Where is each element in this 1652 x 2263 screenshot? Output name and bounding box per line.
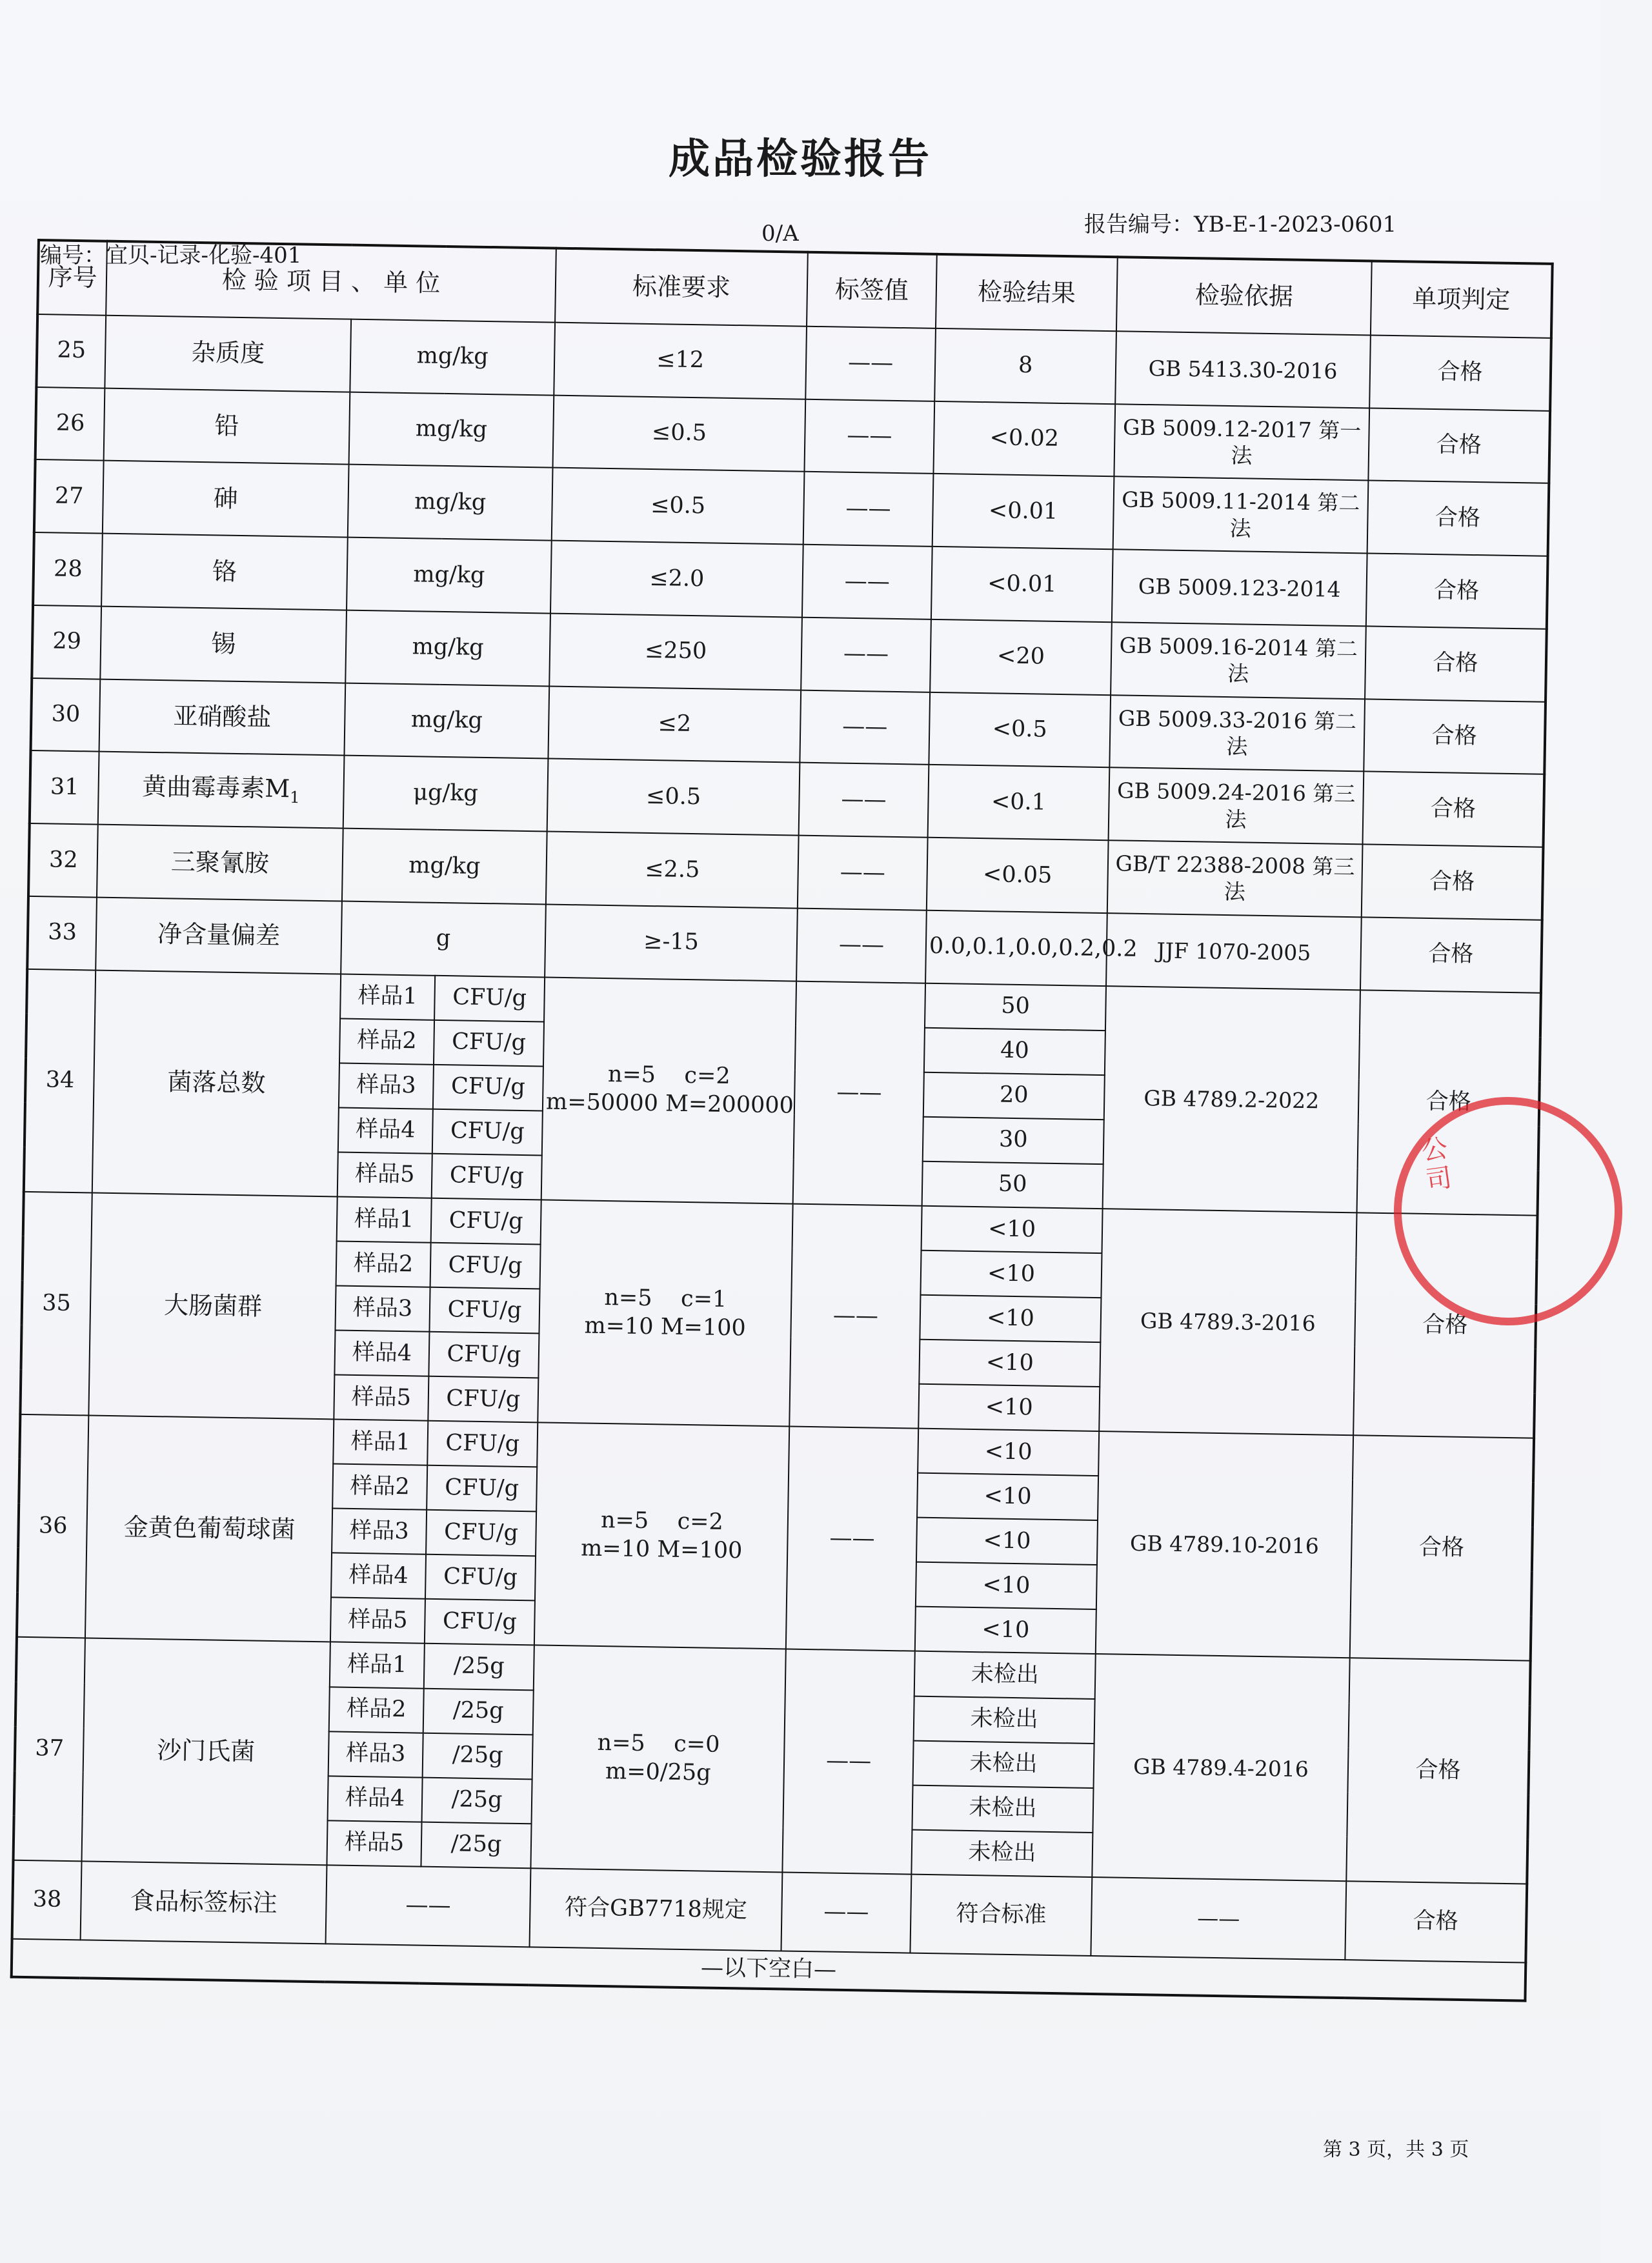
revision-code: 0/A bbox=[761, 221, 799, 246]
sample-unit-cell: CFU/g bbox=[432, 1109, 543, 1156]
result-cell: <10 bbox=[918, 1429, 1099, 1476]
sample-label-cell: 样品3 bbox=[328, 1731, 423, 1777]
basis-cell: GB 5009.33-2016 第二法 bbox=[1109, 695, 1365, 772]
sample-unit-cell: CFU/g bbox=[431, 1198, 541, 1245]
result-cell: <10 bbox=[917, 1473, 1098, 1520]
basis-cell: JJF 1070-2005 bbox=[1106, 913, 1362, 990]
unit-cell: mg/kg bbox=[344, 683, 549, 759]
basis-cell: GB/T 22388-2008 第三法 bbox=[1107, 840, 1363, 917]
header-label-value: 标签值 bbox=[807, 252, 937, 328]
result-cell: <10 bbox=[916, 1562, 1097, 1609]
sample-unit-cell: CFU/g bbox=[428, 1332, 539, 1378]
standard-cell: ≥-15 bbox=[545, 904, 798, 981]
standard-cell bbox=[541, 977, 796, 1203]
unit-cell: mg/kg bbox=[345, 610, 550, 686]
label-value-cell: —— bbox=[801, 617, 931, 692]
unit-cell: mg/kg bbox=[349, 392, 554, 468]
basis-cell: —— bbox=[1091, 1877, 1346, 1960]
item-name: 锡 bbox=[210, 629, 236, 659]
seq-cell: 34 bbox=[24, 969, 96, 1192]
result-cell: 50 bbox=[925, 983, 1106, 1030]
standard-cell: 符合GB7718规定 bbox=[530, 1868, 783, 1951]
sample-label-cell: 样品2 bbox=[332, 1464, 427, 1510]
item-name-cell bbox=[105, 315, 351, 392]
standard-cell: ≤2 bbox=[548, 686, 801, 763]
result-cell: 未检出 bbox=[914, 1651, 1096, 1698]
result-cell: 30 bbox=[923, 1116, 1104, 1163]
item-name: 亚硝酸盐 bbox=[173, 701, 272, 732]
page-number: 第 3 页，共 3 页 bbox=[1323, 2138, 1469, 2161]
standard-line: m=50000 M=200000 bbox=[545, 1089, 794, 1119]
sample-label-cell: 样品1 bbox=[330, 1642, 425, 1688]
company-seal-text: 公司 bbox=[1415, 1134, 1454, 1197]
standard-cell: ≤0.5 bbox=[552, 468, 805, 545]
unit-cell: mg/kg bbox=[348, 465, 553, 541]
sample-label-cell: 样品2 bbox=[339, 1018, 434, 1064]
result-cell: <10 bbox=[915, 1607, 1096, 1654]
label-value-cell: —— bbox=[782, 1649, 914, 1874]
result-cell: <10 bbox=[916, 1518, 1098, 1565]
label-value-cell: —— bbox=[799, 763, 929, 838]
item-name: 杂质度 bbox=[190, 338, 265, 368]
judgement-cell: 合格 bbox=[1366, 553, 1548, 629]
basis-cell: GB 5413.30-2016 bbox=[1115, 331, 1371, 408]
unit-cell: mg/kg bbox=[342, 829, 547, 905]
result-cell: 未检出 bbox=[913, 1740, 1094, 1787]
judgement-cell: 合格 bbox=[1368, 408, 1550, 483]
sample-label-cell: 样品4 bbox=[331, 1553, 426, 1599]
seq-cell: 25 bbox=[36, 314, 106, 388]
result-cell: 符合标准 bbox=[910, 1874, 1092, 1955]
result-cell: 40 bbox=[924, 1027, 1105, 1074]
sample-unit-cell: /25g bbox=[422, 1777, 532, 1824]
inspection-table bbox=[10, 239, 1554, 2002]
standard-line: m=10 M=100 bbox=[584, 1313, 747, 1341]
item-name-cell bbox=[96, 897, 342, 974]
standard-cell: ≤12 bbox=[554, 322, 807, 399]
item-name-cell: 金黄色葡萄球菌 bbox=[85, 1416, 334, 1642]
seq-cell: 35 bbox=[20, 1192, 92, 1416]
result-cell: <10 bbox=[918, 1384, 1100, 1431]
report-number: 报告编号：YB-E-1-2023-0601 bbox=[1084, 212, 1397, 237]
result-cell: 未检出 bbox=[912, 1785, 1093, 1832]
judgement-cell: 合格 bbox=[1362, 844, 1544, 920]
label-value-cell: —— bbox=[786, 1427, 918, 1651]
seq-cell: 31 bbox=[30, 750, 99, 824]
basis-cell: GB 5009.11-2014 第二法 bbox=[1113, 477, 1369, 554]
standard-cell: ≤0.5 bbox=[553, 395, 806, 472]
seq-cell: 32 bbox=[28, 823, 98, 897]
sample-label-cell: 样品3 bbox=[339, 1063, 434, 1109]
result-cell: 8 bbox=[934, 328, 1116, 404]
sample-label-cell: 样品2 bbox=[336, 1241, 431, 1287]
item-name-cell bbox=[98, 752, 345, 829]
result-cell: <10 bbox=[922, 1206, 1103, 1253]
seq-cell: 28 bbox=[33, 532, 103, 606]
unit-cell: mg/kg bbox=[347, 538, 552, 614]
label-value-cell: —— bbox=[800, 690, 930, 765]
item-name-cell bbox=[104, 388, 350, 465]
sample-label-cell: 样品1 bbox=[333, 1420, 428, 1465]
basis-cell: GB 5009.12-2017 第一法 bbox=[1114, 404, 1369, 481]
item-name-cell: 沙门氏菌 bbox=[82, 1638, 330, 1865]
sample-unit-cell: CFU/g bbox=[427, 1465, 537, 1512]
result-cell: <10 bbox=[920, 1295, 1101, 1342]
item-name: 净含量偏差 bbox=[157, 920, 281, 950]
basis-cell: GB 5009.24-2016 第三法 bbox=[1109, 767, 1364, 844]
seq-cell: 38 bbox=[12, 1860, 82, 1940]
header-seq: 序号 bbox=[37, 240, 107, 315]
seq-cell: 37 bbox=[14, 1637, 85, 1861]
judgement-cell: 合格 bbox=[1365, 626, 1547, 701]
result-cell: <0.01 bbox=[931, 547, 1113, 622]
judgement-cell: 合格 bbox=[1350, 1435, 1534, 1661]
result-cell: <0.02 bbox=[933, 401, 1115, 476]
standard-cell: ≤250 bbox=[549, 613, 802, 690]
header-standard: 标准要求 bbox=[555, 248, 808, 327]
seq-cell: 26 bbox=[35, 387, 105, 461]
result-cell: 50 bbox=[922, 1162, 1103, 1209]
sample-label-cell: 样品4 bbox=[334, 1330, 429, 1376]
blank-note-cell: —以下空白— bbox=[12, 1938, 1526, 2000]
document-number: 编号：宜贝-记录-化验-401 bbox=[40, 243, 302, 268]
seq-cell: 29 bbox=[32, 605, 101, 679]
label-value-cell: —— bbox=[781, 1872, 911, 1953]
sample-unit-cell: /25g bbox=[423, 1733, 533, 1779]
result-cell: 未检出 bbox=[911, 1829, 1093, 1876]
standard-line: n=5 c=2 bbox=[600, 1507, 724, 1535]
sample-label-cell: 样品5 bbox=[327, 1820, 421, 1866]
item-name-cell bbox=[103, 461, 349, 538]
sample-unit-cell: CFU/g bbox=[429, 1287, 539, 1334]
label-value-cell: —— bbox=[798, 836, 928, 910]
seq-cell: 33 bbox=[27, 896, 97, 970]
basis-cell: GB 4789.3-2016 bbox=[1099, 1209, 1356, 1435]
label-value-cell: —— bbox=[789, 1203, 922, 1428]
item-name: 砷 bbox=[213, 484, 239, 513]
result-cell: 0.0,0.1,0.0,0.2,0.2 bbox=[925, 910, 1107, 986]
label-value-cell: —— bbox=[804, 399, 934, 474]
basis-cell: GB 5009.16-2014 第二法 bbox=[1111, 622, 1366, 699]
result-cell: 20 bbox=[923, 1072, 1105, 1119]
unit-cell: —— bbox=[326, 1865, 531, 1947]
item-name: 三聚氰胺 bbox=[170, 847, 270, 878]
standard-line: m=0/25g bbox=[605, 1758, 711, 1786]
label-value-cell: —— bbox=[805, 327, 936, 401]
basis-cell: GB 4789.2-2022 bbox=[1103, 986, 1360, 1212]
standard-line: n=5 c=1 bbox=[604, 1284, 727, 1313]
header-basis: 检验依据 bbox=[1116, 257, 1372, 335]
item-name-cell bbox=[100, 606, 347, 683]
standard-line: n=5 c=0 bbox=[597, 1730, 720, 1758]
seq-cell: 30 bbox=[31, 678, 101, 751]
sample-unit-cell: /25g bbox=[424, 1644, 534, 1690]
judgement-cell: 合格 bbox=[1367, 481, 1549, 556]
sample-label-cell: 样品1 bbox=[340, 974, 435, 1020]
item-name-cell: 食品标签标注 bbox=[81, 1861, 327, 1944]
item-name-subscript: 1 bbox=[289, 788, 300, 807]
judgement-cell: 合格 bbox=[1357, 990, 1541, 1216]
sample-label-cell: 样品5 bbox=[330, 1598, 425, 1644]
report-title: 成品检验报告 bbox=[669, 136, 932, 183]
result-cell: <0.1 bbox=[928, 765, 1110, 840]
sample-unit-cell: CFU/g bbox=[425, 1599, 535, 1645]
judgement-cell: 合格 bbox=[1369, 335, 1551, 410]
basis-cell: GB 4789.4-2016 bbox=[1092, 1654, 1349, 1880]
sample-unit-cell: CFU/g bbox=[434, 975, 545, 1021]
sample-unit-cell: CFU/g bbox=[428, 1376, 538, 1423]
standard-line: n=5 c=2 bbox=[607, 1061, 730, 1090]
unit-cell: mg/kg bbox=[350, 319, 555, 395]
label-value-cell: —— bbox=[802, 545, 932, 619]
seq-cell: 36 bbox=[17, 1414, 88, 1638]
standard-cell bbox=[538, 1200, 792, 1426]
sample-label-cell: 样品1 bbox=[337, 1196, 432, 1242]
item-name: 铅 bbox=[214, 411, 239, 441]
sample-unit-cell: /25g bbox=[423, 1688, 534, 1735]
unit-cell: g bbox=[341, 901, 546, 977]
item-name-cell: 菌落总数 bbox=[92, 970, 341, 1196]
sample-label-cell: 样品4 bbox=[338, 1107, 433, 1153]
unit-cell: μg/kg bbox=[343, 756, 549, 832]
standard-cell bbox=[530, 1645, 785, 1872]
result-cell: <0.5 bbox=[929, 692, 1111, 767]
header-item-unit: 检 验 项 目 、 单 位 bbox=[106, 241, 556, 323]
standard-cell: ≤2.5 bbox=[546, 832, 799, 909]
standard-cell: ≤0.5 bbox=[547, 759, 800, 836]
sample-unit-cell: CFU/g bbox=[427, 1421, 538, 1467]
result-cell: <10 bbox=[919, 1340, 1100, 1387]
item-name: 黄曲霉毒素M bbox=[142, 772, 290, 803]
basis-cell: GB 5009.123-2014 bbox=[1112, 549, 1367, 626]
label-value-cell: —— bbox=[793, 981, 925, 1205]
basis-cell: GB 4789.10-2016 bbox=[1096, 1431, 1353, 1658]
label-value-cell: —— bbox=[796, 908, 927, 983]
standard-line: m=10 M=100 bbox=[580, 1535, 743, 1564]
sample-unit-cell: CFU/g bbox=[432, 1154, 542, 1200]
judgement-cell: 合格 bbox=[1346, 1658, 1530, 1884]
standard-cell bbox=[534, 1423, 789, 1649]
sample-label-cell: 样品3 bbox=[335, 1285, 430, 1331]
result-cell: <0.05 bbox=[927, 838, 1109, 913]
sample-label-cell: 样品4 bbox=[328, 1776, 423, 1822]
header-result: 检验结果 bbox=[936, 254, 1118, 331]
result-cell: <0.01 bbox=[932, 474, 1114, 549]
judgement-cell: 合格 bbox=[1345, 1881, 1527, 1962]
seq-cell: 27 bbox=[34, 459, 104, 533]
judgement-cell: 合格 bbox=[1353, 1212, 1537, 1438]
judgement-cell: 合格 bbox=[1364, 699, 1546, 774]
sample-label-cell: 样品3 bbox=[332, 1509, 427, 1554]
sample-unit-cell: CFU/g bbox=[430, 1243, 541, 1289]
sample-unit-cell: CFU/g bbox=[433, 1064, 543, 1111]
result-cell: 未检出 bbox=[914, 1696, 1095, 1743]
sample-unit-cell: CFU/g bbox=[434, 1020, 544, 1066]
judgement-cell: 合格 bbox=[1363, 772, 1545, 847]
sample-label-cell: 样品5 bbox=[337, 1152, 432, 1198]
sample-unit-cell: CFU/g bbox=[426, 1510, 536, 1556]
sample-label-cell: 样品2 bbox=[329, 1687, 424, 1733]
judgement-cell: 合格 bbox=[1360, 917, 1542, 992]
result-cell: <10 bbox=[920, 1251, 1102, 1298]
sample-unit-cell: CFU/g bbox=[425, 1554, 536, 1601]
item-name-cell: 大肠菌群 bbox=[88, 1192, 337, 1419]
item-name-cell bbox=[97, 825, 343, 901]
item-name-cell bbox=[101, 534, 348, 610]
result-cell: <20 bbox=[930, 619, 1112, 695]
item-name-cell bbox=[99, 679, 346, 756]
item-name: 铬 bbox=[212, 556, 237, 586]
sample-unit-cell: /25g bbox=[421, 1822, 531, 1868]
label-value-cell: —— bbox=[803, 472, 934, 547]
standard-cell: ≤2.0 bbox=[550, 541, 803, 618]
sample-label-cell: 样品5 bbox=[334, 1375, 428, 1421]
header-judgement: 单项判定 bbox=[1371, 261, 1553, 337]
